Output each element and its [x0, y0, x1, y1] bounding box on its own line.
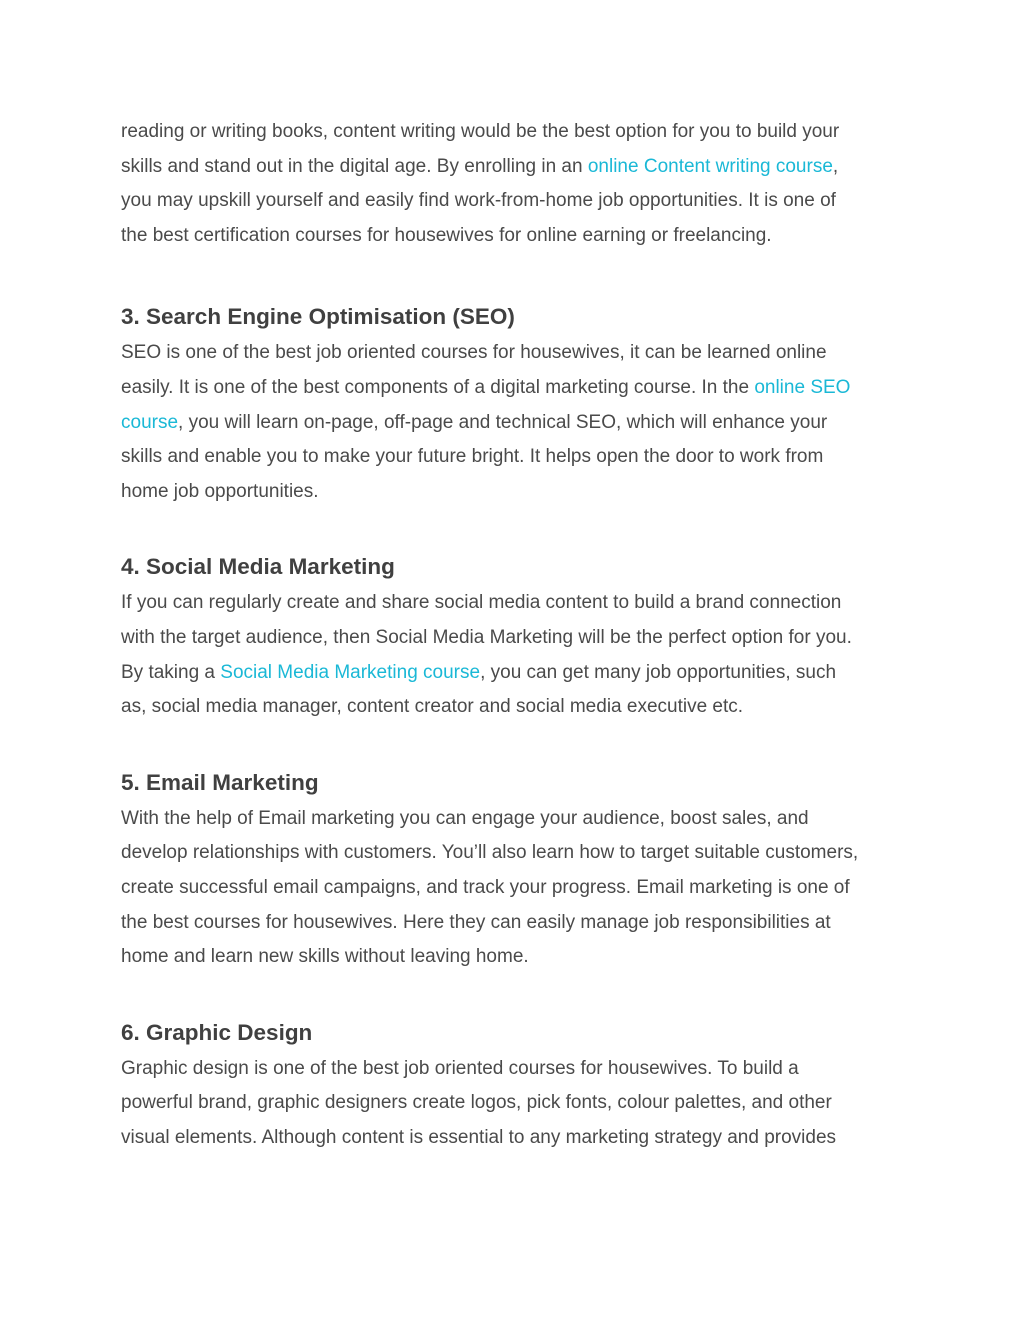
text-line: you may upskill yourself and easily find work-from-home job opportunities. It is one of	[121, 190, 836, 212]
text-line: develop relationships with customers. You’ll also learn how to target suitable customers,	[121, 842, 859, 864]
text-run: skills and stand out in the digital age. By enrolling in an	[121, 155, 588, 177]
text-line: visual elements. Although content is essential to any marketing strategy and provides	[121, 1126, 837, 1148]
seo-course-link-continued[interactable]: course	[121, 411, 179, 433]
graphic-design-heading: 6. Graphic Design	[121, 1019, 313, 1045]
text-line: with the target audience, then Social Media Marketing will be the perfect option for you.	[121, 626, 852, 648]
social-media-marketing-course-link[interactable]: Social Media Marketing course	[220, 661, 481, 683]
text-line: home and learn new skills without leaving home.	[121, 946, 529, 968]
seo-paragraph	[121, 336, 911, 509]
text-line: powerful brand, graphic designers create logos, pick fonts, colour palettes, and other	[121, 1092, 832, 1114]
graphic-design-paragraph	[121, 1052, 911, 1156]
text-line	[121, 656, 911, 691]
text-run: By taking a	[121, 661, 221, 683]
text-line: If you can regularly create and share social media content to build a brand connection	[121, 592, 842, 614]
social-media-marketing-paragraph	[121, 586, 911, 724]
text-run: , you can get many job opportunities, such	[480, 661, 837, 683]
seo-course-link[interactable]: online SEO	[754, 376, 851, 398]
text-line: skills and enable you to make your future bright. It helps open the door to work from	[121, 446, 824, 468]
email-marketing-heading: 5. Email Marketing	[121, 769, 319, 795]
text-line: Graphic design is one of the best job oriented courses for housewives. To build a	[121, 1057, 799, 1079]
text-line: the best courses for housewives. Here they can easily manage job responsibilities at	[121, 911, 831, 933]
text-run: ,	[832, 155, 839, 177]
text-line	[121, 150, 911, 185]
seo-heading: 3. Search Engine Optimisation (SEO)	[121, 304, 515, 330]
text-line	[121, 406, 911, 441]
document-page	[121, 115, 911, 1155]
text-line: reading or writing books, content writing would be the best option for you to build your	[121, 121, 840, 142]
social-media-marketing-heading: 4. Social Media Marketing	[121, 554, 395, 580]
text-run: easily. It is one of the best components of a digital marketing course. In the	[121, 376, 755, 398]
text-line	[121, 371, 911, 406]
text-line: SEO is one of the best job oriented courses for housewives, it can be learned online	[121, 342, 827, 364]
text-line: home job opportunities.	[121, 480, 319, 502]
text-line: With the help of Email marketing you can engage your audience, boost sales, and	[121, 807, 809, 829]
text-line: the best certification courses for housewives for online earning or freelancing.	[121, 224, 772, 246]
email-marketing-paragraph	[121, 802, 911, 975]
text-run: , you will learn on-page, off-page and technical SEO, which will enhance your	[178, 411, 828, 433]
content-writing-course-link[interactable]: online Content writing course	[587, 155, 833, 177]
intro-paragraph	[121, 115, 911, 253]
text-line: as, social media manager, content creator and social media executive etc.	[121, 696, 744, 718]
text-line: create successful email campaigns, and track your progress. Email marketing is one of	[121, 876, 850, 898]
